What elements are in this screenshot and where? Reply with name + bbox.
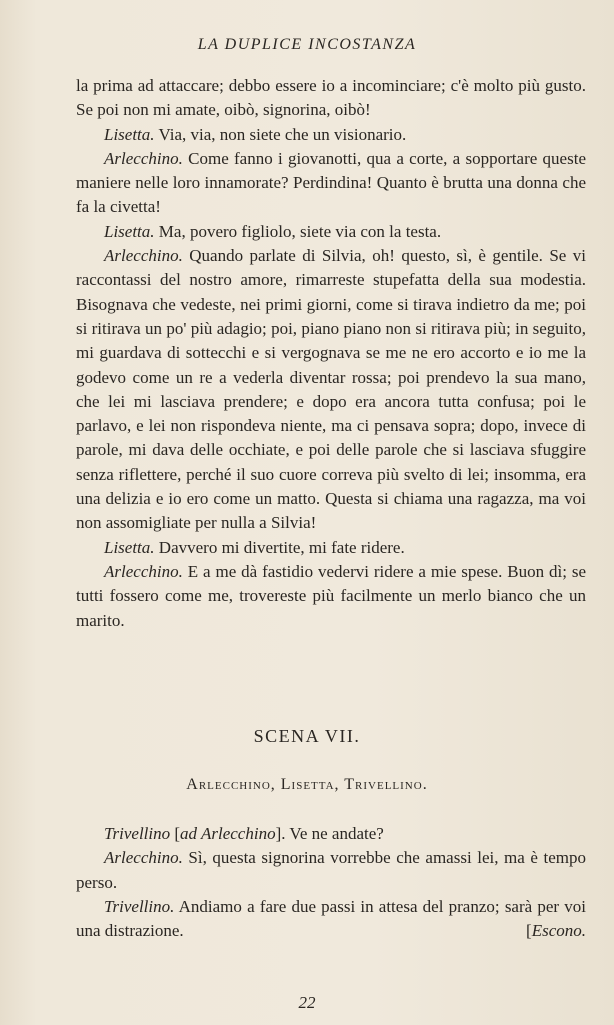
paragraph-trivellino-2 xyxy=(76,895,586,944)
page-number: 22 xyxy=(298,993,316,1012)
paragraph-lisetta-2 xyxy=(76,220,586,244)
speaker-label: Arlecchino. xyxy=(104,561,183,581)
paragraph-arlecchino-2 xyxy=(76,244,586,536)
bracket-open: [ xyxy=(170,824,181,843)
scene-characters: Arlecchino, Lisetta, Trivellino. xyxy=(186,776,428,793)
speech-text: Sì, questa signorina vorrebbe che amassi lei, ma è tempo perso. xyxy=(76,848,586,892)
paragraph-continuation xyxy=(76,74,586,123)
exit-text: Escono. xyxy=(531,921,586,941)
scene-title: SCENA VII. xyxy=(253,726,361,746)
speech-text: Ma, povero figliolo, siete via con la testa. xyxy=(154,221,442,241)
speaker-label: Arlecchino. xyxy=(104,148,183,168)
paragraph-arlecchino-1 xyxy=(76,147,586,220)
paragraph-lisetta-1 xyxy=(76,123,586,147)
speaker-label: Trivellino. xyxy=(104,896,175,916)
speech-text: la prima ad attaccare; debbo essere io a incominciare; c'è molto più gusto. Se poi non mi amate, oibò, signorina, oibò! xyxy=(76,76,586,120)
paragraph-lisetta-3 xyxy=(76,536,586,560)
speaker-label: Trivellino xyxy=(104,824,171,843)
speaker-label: Lisetta. xyxy=(104,537,155,557)
exit-direction xyxy=(498,919,586,943)
speaker-label: Arlecchino. xyxy=(104,246,183,266)
speaker-label: Arlecchino. xyxy=(104,848,183,868)
speech-text: ]. Ve ne andate? xyxy=(275,824,384,843)
speech-text: E a me dà fastidio vedervi ridere a mie spese. Buon dì; se tutti fossero come me, trovereste più facilmente un merlo bianco che un marito. xyxy=(76,561,586,630)
speaker-label: Lisetta. xyxy=(104,124,155,144)
speech-text: Via, via, non siete che un visionario. xyxy=(154,124,407,144)
paragraph-arlecchino-3 xyxy=(76,560,586,633)
speaker-label: Lisetta. xyxy=(104,221,155,241)
speech-text: Davvero mi divertite, mi fate ridere. xyxy=(154,537,405,557)
running-head: LA DUPLICE INCOSTANZA xyxy=(197,36,417,53)
dialogue-lower xyxy=(76,822,586,943)
speech-text: Quando parlate di Silvia, oh! questo, sì, è gentile. Se vi raccontassi del nostro amore, rimarreste stupefatta della sua modestia. Bisognava che vedeste, nei primi giorni, come si tirava indietro da me; poi si ritirava un po' più adagio; poi, piano piano non si ritirava più; in seguito, mi guardava di sottecchi e si vergognava se me ne ero accorto e io me la godevo come un re a vederla diventar rossa; poi prendevo la sua mano, che lei mi lasciava prendere; e dopo era ancora tutta confusa; poi le parlavo, e lei non rispondeva niente, ma ci pensava sopra; dopo, invece di parole, mi dava delle occhiate, e poi delle parole che si lasciava sfuggire senza riflettere, perché il suo cuore correva più svelto di lei; insomma, era una delizia e io ero come un matto. Questa si chiama una ragazza, ma voi non assomigliate per nulla a Silvia! xyxy=(76,246,586,533)
stage-direction: ad Arlecchino xyxy=(180,824,276,843)
dialogue-upper xyxy=(76,74,586,633)
speech-text: Come fanno i giovanotti, qua a corte, a sopportare queste maniere nelle loro innamorate? Perdindina! Quanto è brutta una donna che fa la civetta! xyxy=(76,148,586,217)
paragraph-trivellino-1 xyxy=(76,822,586,846)
speech-text: Andiamo a fare due passi in attesa del pranzo; sarà per voi una distrazione. xyxy=(76,896,586,941)
bracket-open: [ xyxy=(526,921,532,941)
paragraph-arlecchino-4 xyxy=(76,846,586,895)
